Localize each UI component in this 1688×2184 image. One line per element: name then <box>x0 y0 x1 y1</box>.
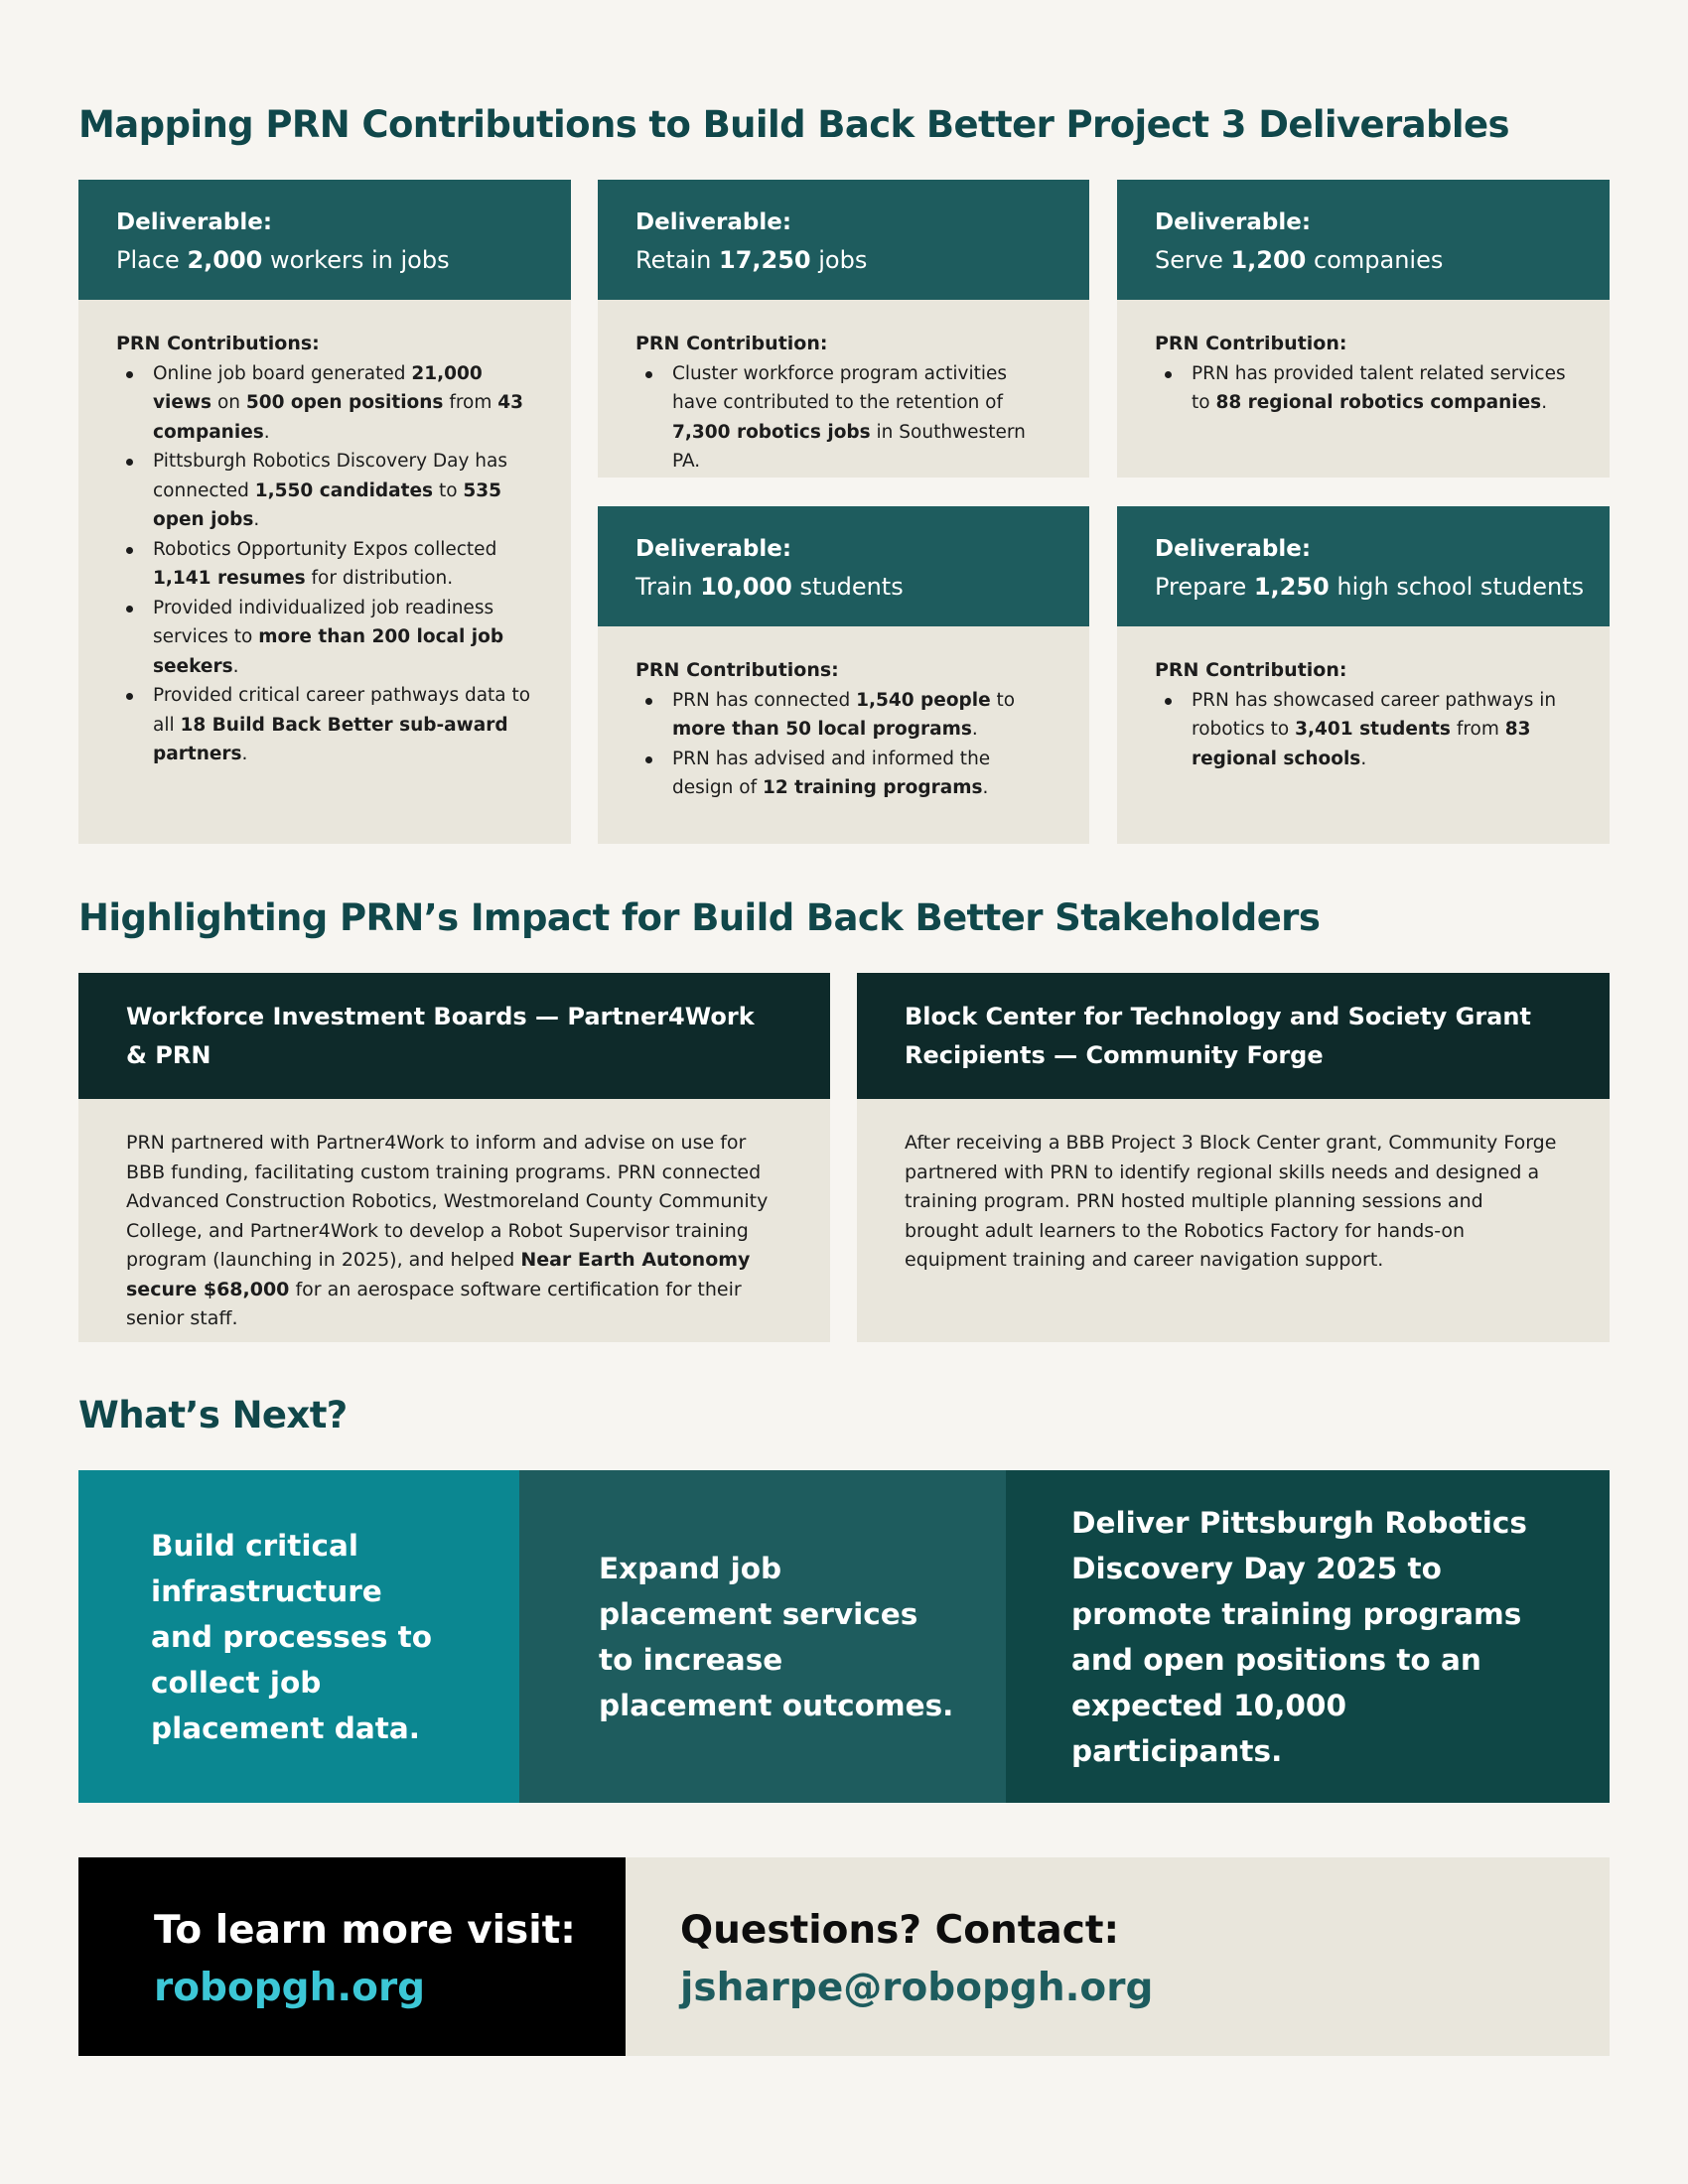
deliverable-header <box>1117 180 1610 300</box>
contribution-item: PRN has showcased career pathways in robotics to 3,401 students from 83 regional schools. <box>1155 686 1572 774</box>
deliverable-card-train <box>598 506 1089 844</box>
deliverable-body <box>598 300 1089 496</box>
stakeholder-card-block-center <box>857 973 1610 1342</box>
website-link[interactable]: robopgh.org <box>154 1966 426 2010</box>
deliverable-label: Deliverable: <box>635 209 792 235</box>
deliverable-value: Serve 1,200 companies <box>1155 246 1444 274</box>
deliverable-label: Deliverable: <box>1155 209 1312 235</box>
stakeholder-title: Workforce Investment Boards — Partner4Work & PRN <box>78 973 830 1099</box>
deliverable-header <box>598 506 1089 626</box>
deliverable-label: Deliverable: <box>1155 536 1312 562</box>
deliverable-label: Deliverable: <box>116 209 273 235</box>
contribution-heading: PRN Contribution: <box>1155 333 1347 354</box>
mapping-section-title: Mapping PRN Contributions to Build Back Better Project 3 Deliverables <box>78 103 1509 146</box>
contribution-list <box>635 359 1052 477</box>
deliverable-header <box>598 180 1089 300</box>
deliverable-body <box>1117 626 1610 793</box>
stakeholder-title: Block Center for Technology and Society Grant Recipients — Community Forge <box>857 973 1610 1099</box>
contribution-item: PRN has provided talent related services to 88 regional robotics companies. <box>1155 359 1572 418</box>
deliverable-value: Train 10,000 students <box>635 573 904 601</box>
footer-visit <box>78 1857 626 2056</box>
deliverable-body <box>598 626 1089 823</box>
deliverable-value: Place 2,000 workers in jobs <box>116 246 450 274</box>
contribution-list <box>635 686 1052 803</box>
deliverable-label: Deliverable: <box>635 536 792 562</box>
impact-section-title: Highlighting PRN’s Impact for Build Back Better Stakeholders <box>78 896 1321 939</box>
deliverable-header <box>78 180 571 300</box>
deliverable-card-jobs <box>78 180 571 844</box>
deliverable-card-retain <box>598 180 1089 478</box>
contact-label: Questions? Contact: <box>680 1908 1120 1953</box>
contribution-heading: PRN Contribution: <box>1155 659 1347 681</box>
stakeholder-card-workforce <box>78 973 830 1342</box>
deliverable-card-prepare <box>1117 506 1610 844</box>
contribution-item: Cluster workforce program activities have contributed to the retention of 7,300 robotics jobs in Southwestern PA. <box>635 359 1052 477</box>
visit-label: To learn more visit: <box>154 1908 576 1953</box>
next-steps-row <box>78 1470 1610 1803</box>
contribution-item: PRN has advised and informed the design of 12 training programs. <box>635 745 1052 803</box>
deliverable-body <box>78 300 571 789</box>
contribution-heading: PRN Contribution: <box>635 333 828 354</box>
contribution-item: Online job board generated 21,000 views on 500 open positions from 43 companies. <box>116 359 533 448</box>
contribution-list <box>116 359 533 769</box>
contact-email-link[interactable]: jsharpe@robopgh.org <box>680 1966 1154 2010</box>
deliverable-card-companies <box>1117 180 1610 478</box>
contribution-item: Provided critical career pathways data to all 18 Build Back Better sub-award partners. <box>116 681 533 769</box>
deliverable-body <box>1117 300 1610 438</box>
stakeholder-body: After receiving a BBB Project 3 Block Center grant, Community Forge partnered with PRN to identify regional skills needs and designed a training program. PRN hosted multiple planning sessions and brought adult learners to the Robotics Factory for hands-on equipment training and career navigation support. <box>905 1132 1557 1271</box>
deliverable-header <box>1117 506 1610 626</box>
deliverable-value: Retain 17,250 jobs <box>635 246 868 274</box>
contribution-item: Robotics Opportunity Expos collected 1,141 resumes for distribution. <box>116 535 533 594</box>
contribution-list <box>1155 686 1572 774</box>
contribution-list <box>1155 359 1572 418</box>
contribution-heading: PRN Contributions: <box>116 333 320 354</box>
contribution-item: Provided individualized job readiness services to more than 200 local job seekers. <box>116 594 533 682</box>
next-step-2: Expand job placement services to increase placement outcomes. <box>519 1470 1006 1803</box>
footer-contact <box>626 1857 1610 2056</box>
next-step-1: Build critical infrastructure and processes to collect job placement data. <box>78 1470 519 1803</box>
next-section-title: What’s Next? <box>78 1394 348 1436</box>
deliverable-value: Prepare 1,250 high school students <box>1155 573 1585 601</box>
contribution-heading: PRN Contributions: <box>635 659 839 681</box>
stakeholder-body: PRN partnered with Partner4Work to inform and advise on use for BBB funding, facilitating custom training programs. PRN connected Advanced Construction Robotics, Westmoreland County Community College, and Partner4Work to develop a Robot Supervisor training program (launching in 2025), and helped Near Earth Autonomy secure $68,000 for an aerospace software certification for their senior staff. <box>126 1132 769 1329</box>
next-step-3: Deliver Pittsburgh Robotics Discovery Day 2025 to promote training programs and open positions to an expected 10,000 participants. <box>1006 1470 1610 1803</box>
contribution-item: Pittsburgh Robotics Discovery Day has connected 1,550 candidates to 535 open jobs. <box>116 447 533 535</box>
contribution-item: PRN has connected 1,540 people to more than 50 local programs. <box>635 686 1052 745</box>
